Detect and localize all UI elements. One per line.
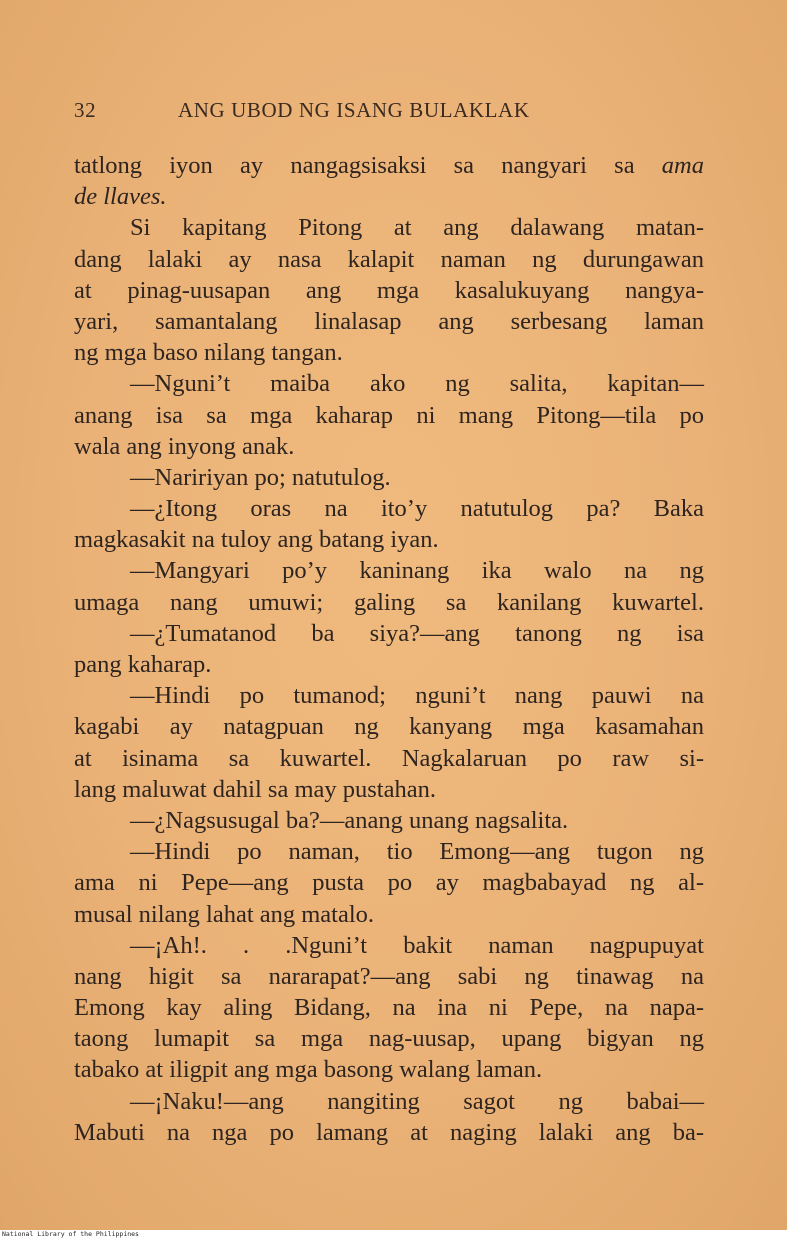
text-line: kagabi ay natagpuan ng kanyang mga kasamahan — [74, 713, 704, 741]
text-line: —¿Itong oras na ito’y natutulog pa? Baka — [130, 495, 704, 523]
book-title: ANG UBOD NG ISANG BULAKLAK — [178, 98, 530, 122]
text-line: wala ang inyong anak. — [74, 432, 295, 460]
text-line: musal nilang lahat ang matalo. — [74, 900, 375, 928]
text-line: dang lalaki ay nasa kalapit naman ng durungawan — [74, 245, 704, 273]
text-line: taong lumapit sa mga nag-uusap, upang bigyan ng — [74, 1025, 704, 1053]
text-line: yari, samantalang linalasap ang serbesang laman — [74, 307, 704, 335]
text-line: pang kaharap. — [74, 651, 212, 678]
page-number: 32 — [74, 98, 97, 122]
text-line: at pinag-uusapan ang mga kasalukuyang nangya- — [74, 276, 704, 304]
text-line: Emong kay aling Bidang, na ina ni Pepe, na napa- — [74, 994, 704, 1022]
text-line: —Nguni’t maiba ako ng salita, kapitan— — [130, 370, 704, 398]
text-line: tabako at iligpit ang mga basong walang laman. — [74, 1056, 543, 1084]
text-line: anang isa sa mga kaharap ni mang Pitong—tila po — [74, 401, 704, 429]
text-line: Mabuti na nga po lamang at naging lalaki ang ba- — [74, 1118, 704, 1146]
text-line: magkasakit na tuloy ang batang iyan. — [74, 526, 439, 554]
text-line: at isinama sa kuwartel. Nagkalaruan po raw si- — [74, 744, 704, 772]
text-line: tatlong iyon ay nangagsisaksi sa nangyari sa ama — [74, 152, 704, 179]
text-line: ama ni Pepe—ang pusta po ay magbabayad ng al- — [74, 869, 704, 897]
text-line: umaga nang umuwi; galing sa kanilang kuwartel. — [74, 588, 704, 616]
text-line: —Hindi po naman, tio Emong—ang tugon ng — [130, 838, 704, 866]
text-line: —Naririyan po; natutulog. — [130, 463, 391, 491]
text-line: —Mangyari po’y kaninang ika walo na ng — [130, 557, 704, 585]
text-line: de llaves. — [74, 183, 167, 211]
text-line: nang higit sa nararapat?—ang sabi ng tinawag na — [74, 962, 704, 990]
text-line: ng mga baso nilang tangan. — [74, 339, 343, 367]
text-line: —¡Naku!—ang nangiting sagot ng babai— — [130, 1087, 704, 1115]
library-credit: National Library of the Philippines — [2, 1230, 139, 1238]
text-line: —¡Ah!. . .Nguni’t bakit naman nagpupuyat — [130, 931, 704, 959]
text-line: —¿Tumatanod ba siya?—ang tanong ng isa — [130, 619, 704, 647]
text-line: —¿Nagsusugal ba?—anang unang nagsalita. — [130, 806, 569, 834]
body-text — [74, 150, 704, 1148]
text-line: —Hindi po tumanod; nguni’t nang pauwi na — [130, 682, 704, 710]
text-line: lang maluwat dahil sa may pustahan. — [74, 775, 436, 803]
text-line: Si kapitang Pitong at ang dalawang matan- — [130, 214, 704, 242]
